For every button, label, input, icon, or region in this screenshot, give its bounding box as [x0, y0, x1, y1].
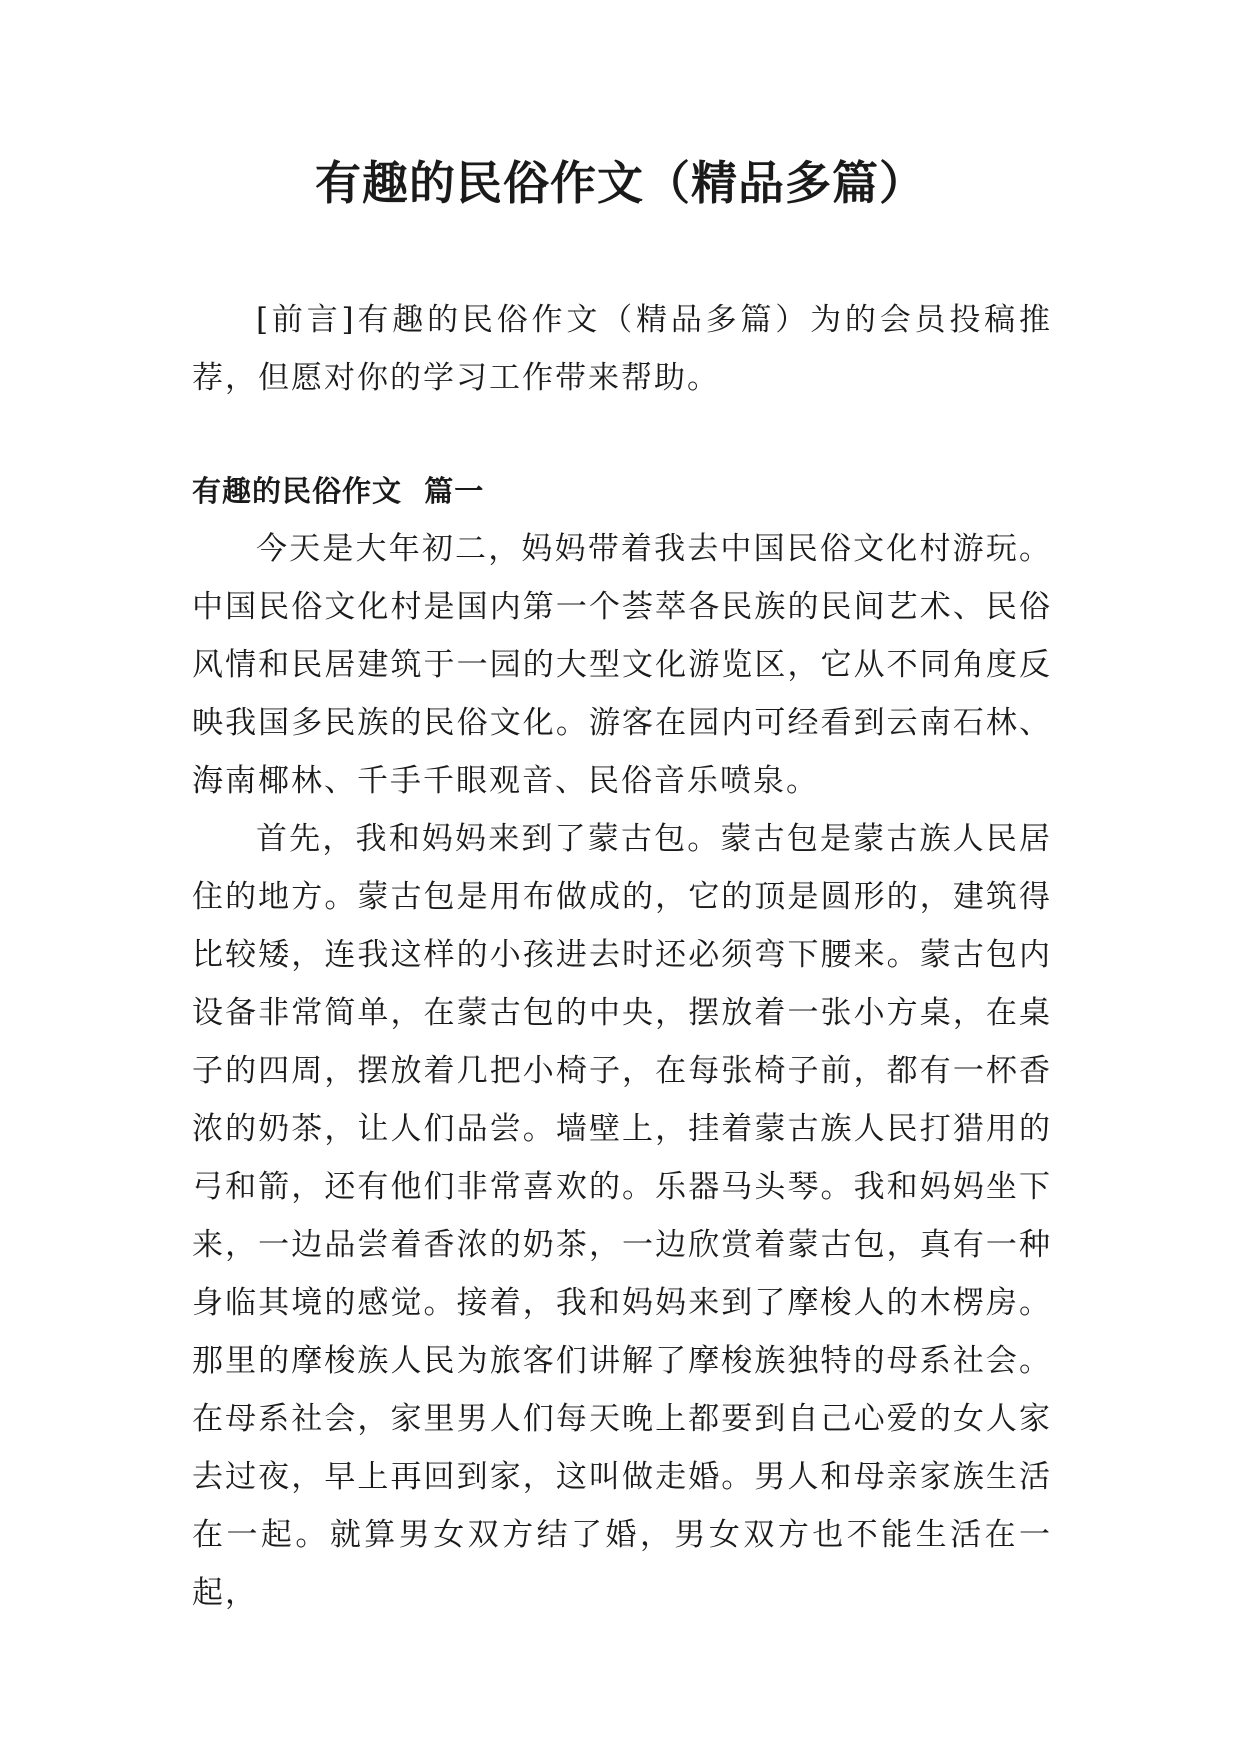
document-title: 有趣的民俗作文（精品多篇） — [315, 156, 926, 210]
body-paragraph: 首先，我和妈妈来到了蒙古包。蒙古包是蒙古族人民居住的地方。蒙古包是用布做成的，它的顶是圆形的，建筑得比较矮，连我这样的小孩进去时还必须弯下腰来。蒙古包内设备非常简单，在蒙古包的中央，摆放着一张小方桌，在桌子的四周，摆放着几把小椅子，在每张椅子前，都有一杯香浓的奶茶，让人们品尝。墙壁上，挂着蒙古族人民打猎用的弓和箭，还有他们非常喜欢的。乐器马头琴。我和妈妈坐下来，一边品尝着香浓的奶茶，一边欣赏着蒙古包，真有一种身临其境的感觉。接着，我和妈妈来到了摩梭人的木楞房。那里的摩梭族人民为旅客们讲解了摩梭族独特的母系社会。在母系社会，家里男人们每天晚上都要到自己心爱的女人家去过夜，早上再回到家，这叫做走婚。男人和母亲家族生活在一起。就算男女双方结了婚，男女双方也不能生活在一起， — [192, 821, 1052, 1611]
section-heading: 有趣的民俗作文 篇一 — [192, 474, 485, 508]
body-paragraph: 今天是大年初二，妈妈带着我去中国民俗文化村游玩。中国民俗文化村是国内第一个荟萃各民族的民间艺术、民俗风情和民居建筑于一园的大型文化游览区，它从不同角度反映我国多民族的民俗文化。游客在园内可经看到云南石林、海南椰林、千手千眼观音、民俗音乐喷泉。 — [192, 531, 1052, 799]
preface-paragraph: [前言]有趣的民俗作文（精品多篇）为的会员投稿推荐，但愿对你的学习工作带来帮助。 — [192, 302, 1052, 396]
